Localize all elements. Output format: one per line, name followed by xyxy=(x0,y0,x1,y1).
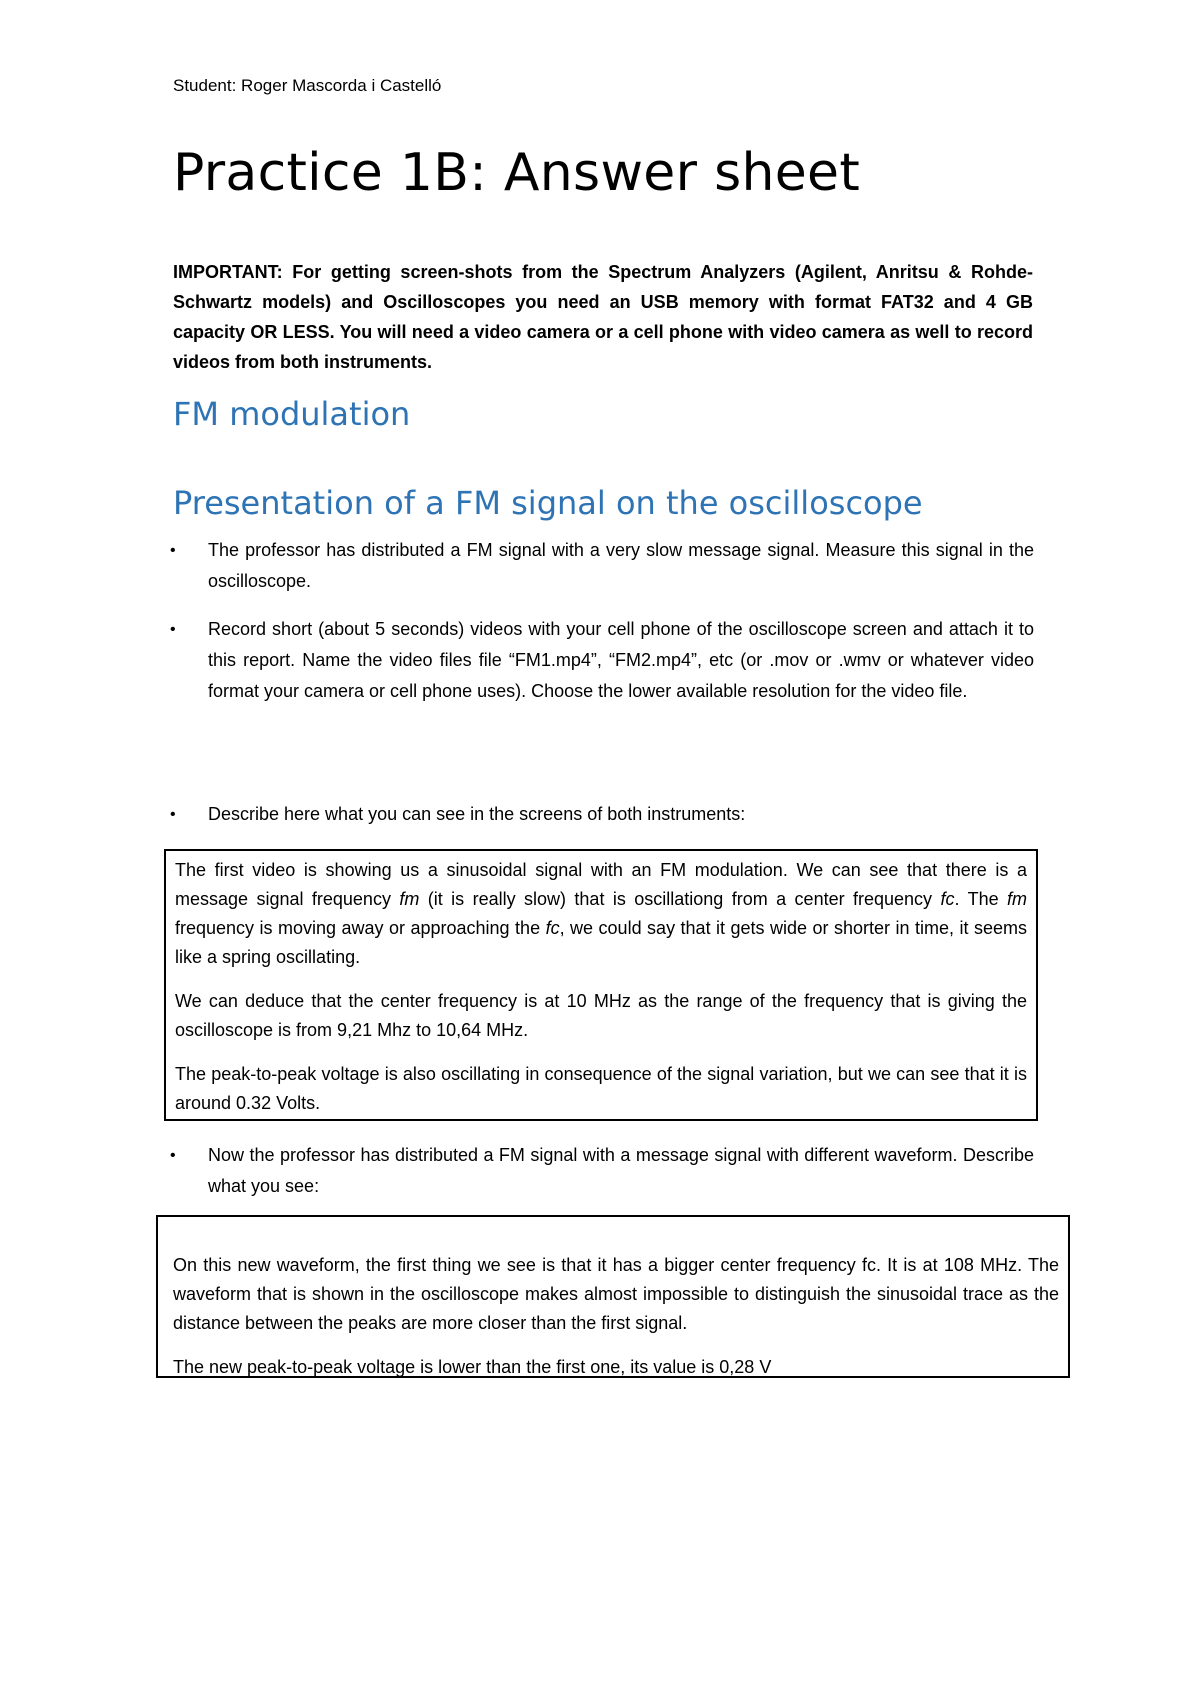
list-item-text: Now the professor has distributed a FM signal with a message signal with different waveform. Describe what you see: xyxy=(208,1145,1034,1196)
list-item xyxy=(170,1140,1034,1202)
bullet-icon: • xyxy=(170,806,176,823)
fc-symbol: fc xyxy=(545,918,560,938)
student-name: Student: Roger Mascorda i Castelló xyxy=(173,76,442,95)
answer-text: frequency is moving away or approaching the xyxy=(175,918,546,938)
answer-text: , we could say that it gets wide or shorter in time, it seems like a spring oscillating. xyxy=(175,918,1027,967)
answer-paragraph xyxy=(175,856,1027,972)
fm-symbol: fm xyxy=(1007,889,1027,909)
answer-text: (it is really slow) that is oscillationg from a center frequency xyxy=(419,889,941,909)
fm-symbol: fm xyxy=(399,889,420,909)
list-item-text: Describe here what you can see in the screens of both instruments: xyxy=(208,804,746,824)
fc-symbol: fc xyxy=(940,889,955,909)
list-item xyxy=(170,535,1034,597)
answer-text: The first video is showing us a sinusoidal signal with an FM modulation. We can see that there is a message signal frequency xyxy=(175,860,1027,909)
bullet-icon: • xyxy=(170,1147,176,1164)
list-item xyxy=(170,614,1034,707)
answer-box-2 xyxy=(156,1215,1070,1378)
subsection-heading: Presentation of a FM signal on the oscilloscope xyxy=(173,484,923,522)
answer-paragraph: The peak-to-peak voltage is also oscillating in consequence of the signal variation, but we can see that it is around 0.32 Volts. xyxy=(175,1064,1027,1113)
answer-paragraph: We can deduce that the center frequency is at 10 MHz as the range of the frequency that is giving the oscilloscope is from 9,21 Mhz to 10,64 MHz. xyxy=(175,991,1027,1040)
section-heading: FM modulation xyxy=(173,395,411,433)
answer-paragraph: The new peak-to-peak voltage is lower than the first one, its value is 0,28 V xyxy=(173,1357,772,1377)
list-item-text: Record short (about 5 seconds) videos with your cell phone of the oscilloscope screen and attach it to this report. Name the video files file “FM1.mp4”, “FM2.mp4”, etc (or .mov or .wmv or whatever video format your camera or cell phone uses). Choose the lower available resolution for the video file. xyxy=(208,619,1034,701)
bullet-icon: • xyxy=(170,542,176,559)
list-item-text: The professor has distributed a FM signal with a very slow message signal. Measure this signal in the oscilloscope. xyxy=(208,540,1034,591)
answer-box-1 xyxy=(164,849,1038,1121)
bullet-icon: • xyxy=(170,621,176,638)
important-note: IMPORTANT: For getting screen-shots from the Spectrum Analyzers (Agilent, Anritsu & Rohde-Schwartz models) and Oscilloscopes you need an USB memory with format FAT32 and 4 GB capacity OR LESS. You will need a video camera or a cell phone with video camera as well to record videos from both instruments. xyxy=(173,262,1033,372)
page-title: Practice 1B: Answer sheet xyxy=(173,143,861,203)
answer-text: . The xyxy=(954,889,1007,909)
list-item xyxy=(170,799,1034,830)
answer-paragraph: On this new waveform, the first thing we see is that it has a bigger center frequency fc. It is at 108 MHz. The waveform that is shown in the oscilloscope makes almost impossible to distinguish the sinusoidal trace as the distance between the peaks are more closer than the first signal. xyxy=(173,1255,1059,1333)
